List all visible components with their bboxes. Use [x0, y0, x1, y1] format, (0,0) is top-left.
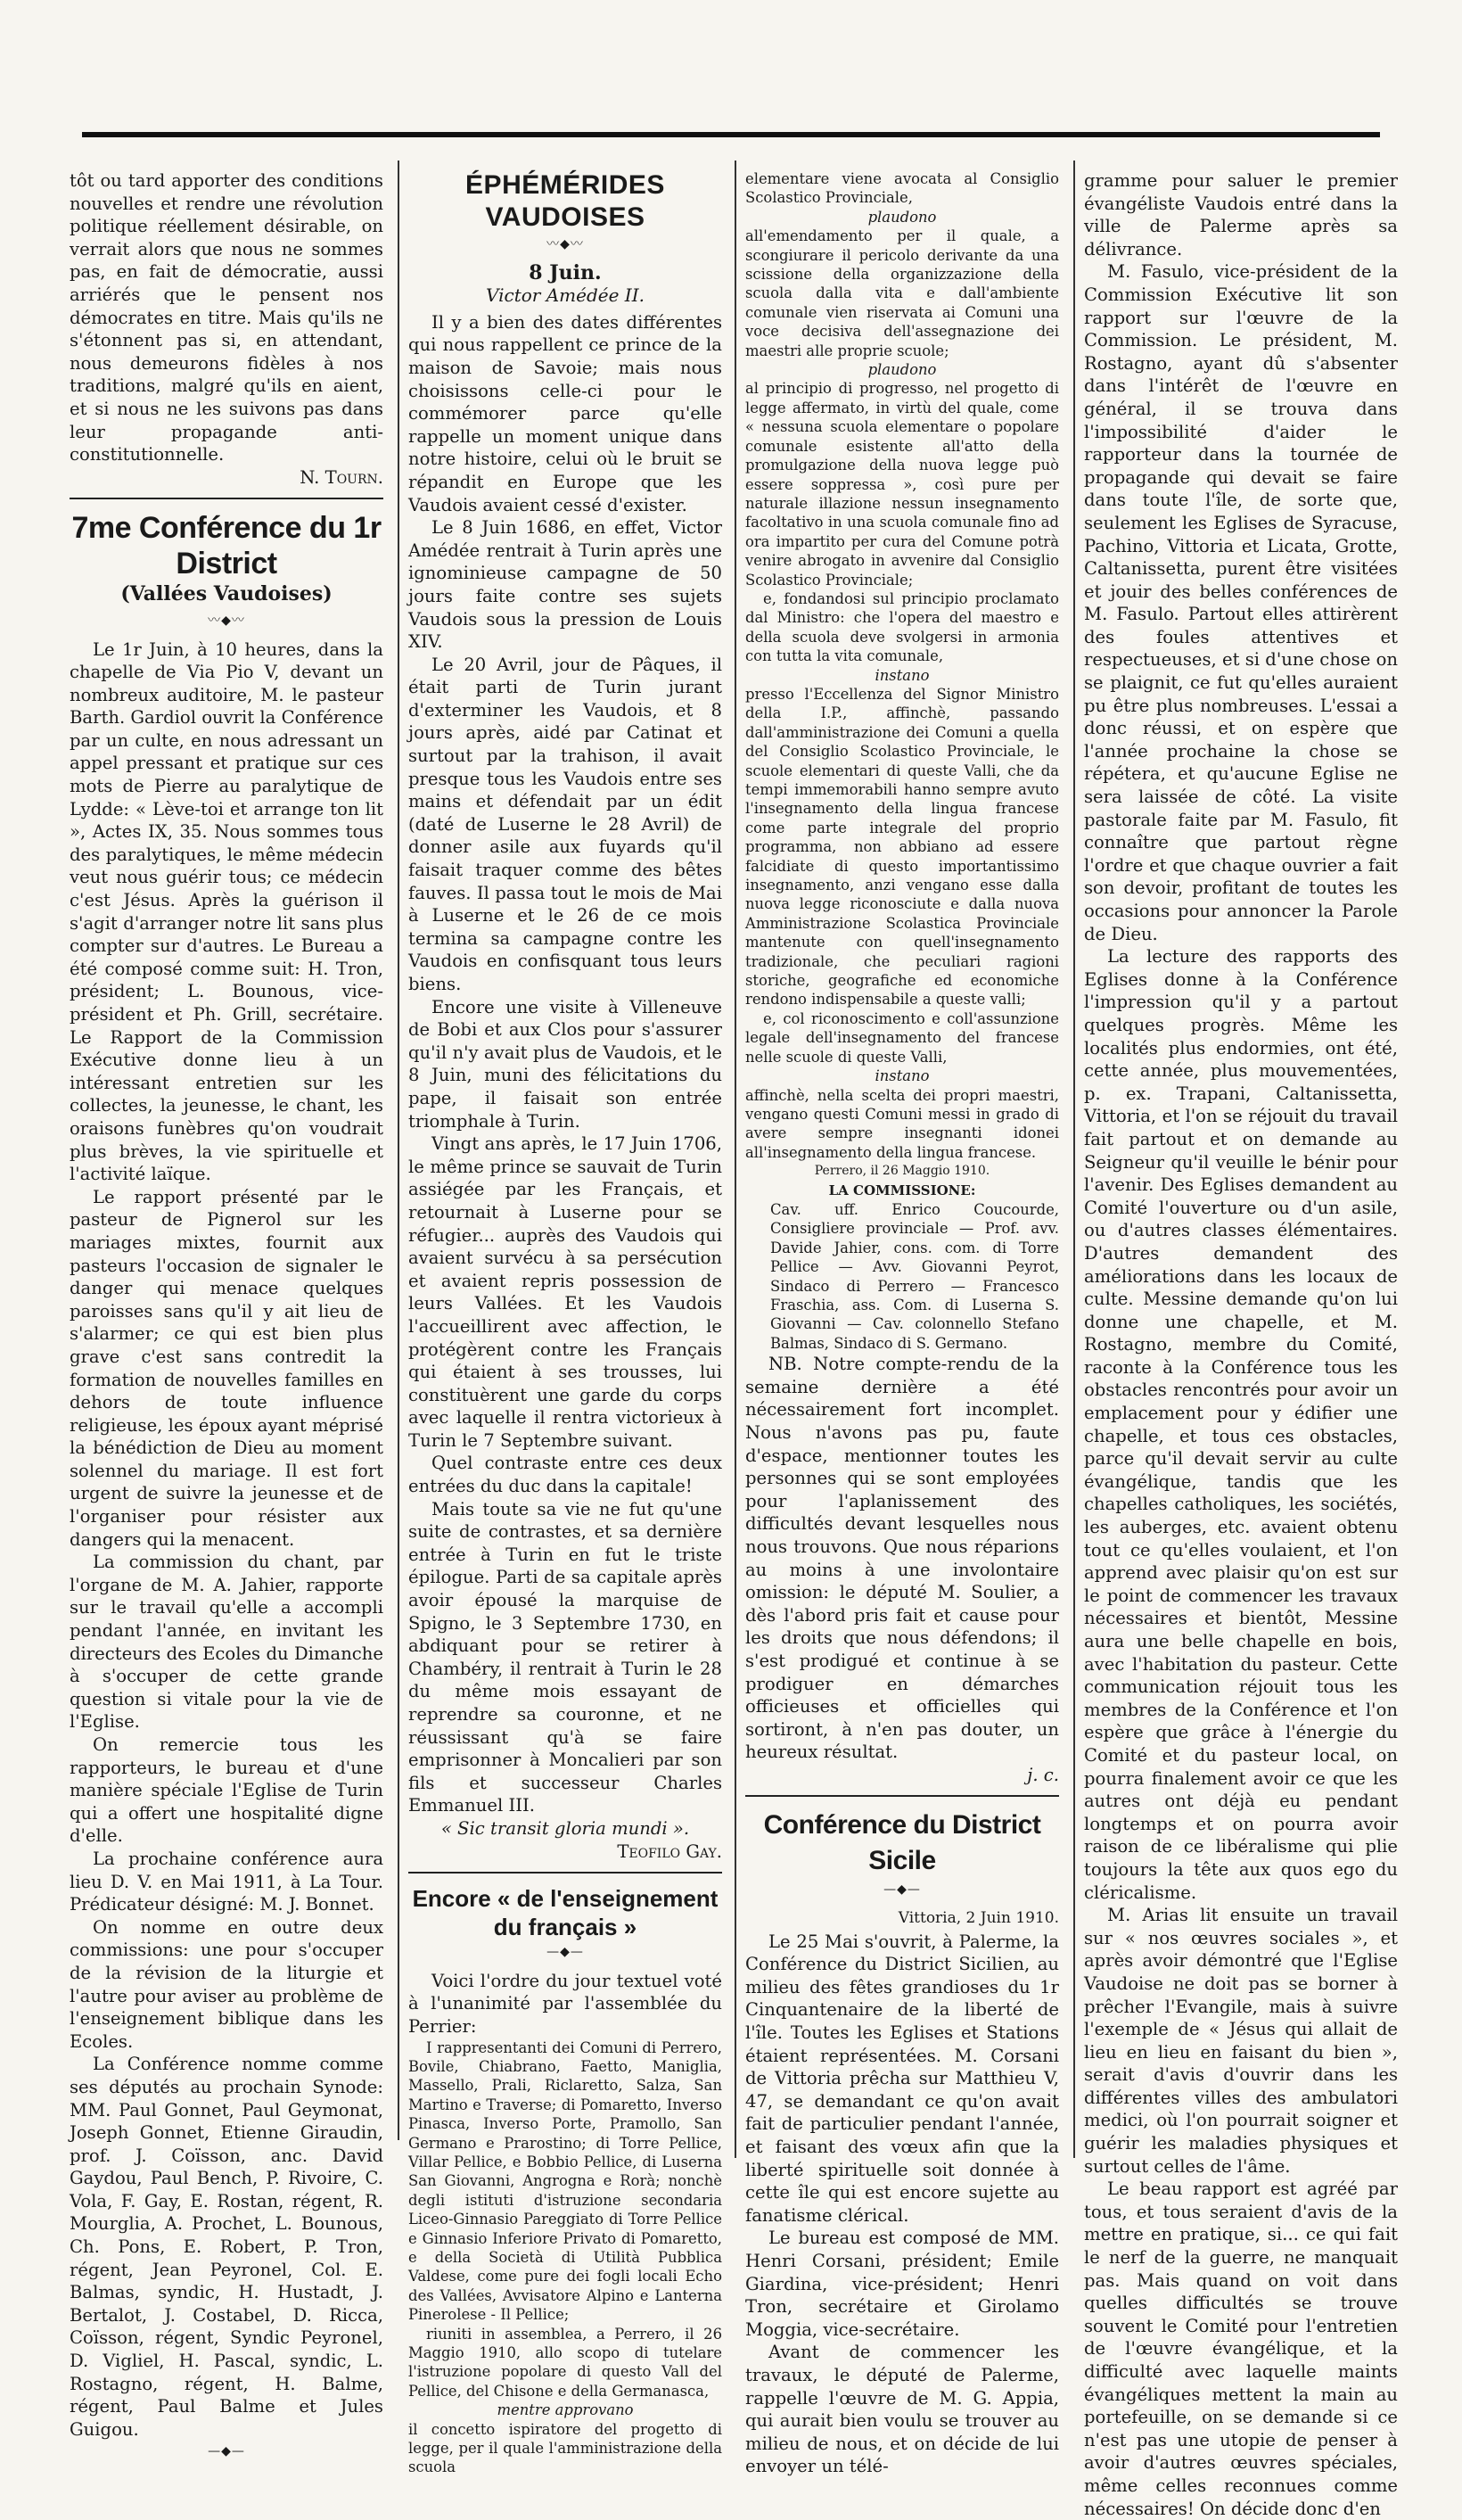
lead-paragraph: tôt ou tard apporter des conditions nouvelles et rendre une révolution politique réellement désirable, on verrait alors que nous ne sommes pas, en fait de démocratie, aussi arriérés que le pensent nos démocrates en titre. Mais qu'ils ne s'étonnent pas si, en attendant, nous demeurons fidèles à nos traditions, malgré qu'ils en aient, et si nous ne les suivons pas dans leur propagande anti-constitutionnelle. [70, 170, 383, 465]
paragraph: Quel contraste entre ces deux entrées du duc dans la capitale! [408, 1453, 722, 1497]
paragraph: Encore une visite à Villeneuve de Bobi et aux Clos pour s'assurer qu'il n'y avait plus de Vaudois, et le 8 Juin, muni des félicitations du pape, il faisait son entrée triomphale à Turin. [408, 996, 722, 1132]
motion-paragraph: e, fondandosi sul principio proclamato dal Ministro: che l'opera del maestro e della scuola deve svolgersi in armonia con tutta la vita comunale, [745, 589, 1059, 665]
motion-date: Perrero, il 26 Maggio 1910. [814, 1164, 990, 1179]
ephemerides-subject: Victor Amédée II. [486, 284, 645, 307]
commission-members [745, 1200, 1059, 1353]
column-2 [408, 169, 722, 2476]
column-divider-3 [1073, 161, 1075, 2158]
motion-verb: plaudono [867, 208, 937, 226]
paragraph: Le bureau est composé de MM. Henri Corsani, président; Emile Giardina, vice-président; Henri Tron, secrétaire et Girolamo Moggia, vice-secrétaire. [745, 2228, 1059, 2340]
paragraph: Le 1r Juin, à 10 heures, dans la chapelle de Via Pio V, devant un nombreux auditoire, M. le pasteur Barth. Gardiol ouvrit la Conférence par un culte, en nous adressant un appel pressant et pratique sur ces mots de Pierre au paralytique de Lydde: « Lève-toi et arrange ton lit », Actes IX, 35. Nous sommes tous des paralytiques, le même médecin veut nous guérir tous; ce médecin c'est Jésus. Après la guérison il s'agit d'arranger notre lit sans plus compter sur d'autres. Le Bureau a été composé comme suit: H. Tron, président; L. Bounous, vice-président et Ph. Grill, secrétaire. Le Rapport de la Commission Exécutive donne lieu à un intéressant entretien sur les collectes, la jeunesse, le chant, les oraisons funèbres qu'on voudrait plus brèves, la vie spirituelle et l'activité laïque. [70, 638, 383, 1185]
paragraph: La Conférence nomme comme ses députés au prochain Synode: MM. Paul Gonnet, Paul Geymonat, Joseph Gonnet, Etienne Giraudin, prof. J. Coïsson, anc. David Gaydou, Paul Bench, P. Rivoire, C. Vola, F. Gay, E. Rostan, régent, R. Mourglia, A. Prochet, L. Bounous, Ch. Pons, E. Robert, P. Tron, régent, Jean Peyronel, Col. E. Balmas, syndic, H. Hustadt, J. Bertalot, J. Costabel, D. Ricca, Coïsson, régent, Syndic Peyronel, D. Vigliel, H. Pascal, syndic, L. Rostagno, régent, H. Balme, régent, Paul Balme et Jules Guigou. [70, 2054, 383, 2440]
column-3 [745, 169, 1059, 2477]
ornament: —◆— [546, 1945, 584, 1960]
paragraph: Vingt ans après, le 17 Juin 1706, le même prince se sauvait de Turin assiégée par les Français, et retournait à Luserne pour se réfugier... auprès des Vaudois qui avaient survécu à sa persécution et avaient repris possession de leurs Vallées. Et les Vaudois l'accueillirent avec affection, le protégèrent contre les Français qui étaient à ses trousses, lui constituèrent une garde du corps avec laquelle il rentra victorieux à Turin le 7 Septembre suivant. [408, 1133, 722, 1451]
divider [745, 1795, 1059, 1797]
paragraph: Voici l'ordre du jour textuel voté à l'unanimité par l'assemblée du Perrier: [408, 1970, 722, 2037]
paragraph: On nomme en outre deux commissions: une pour s'occuper de la révision de la liturgie et l'autre pour aviser au problème de l'enseignement biblique dans les Ecoles. [70, 1916, 383, 2052]
motion-paragraph: riuniti in assemblea, a Perrero, il 26 Maggio 1910, allo scopo di tutelare l'istruzione popolare di questo Vall del Pellice, del Chisone e della Germanasca, [408, 2325, 722, 2400]
divider [408, 1872, 722, 1874]
top-rule [82, 132, 1380, 137]
lead-signature: N. Tourn. [300, 466, 383, 488]
motion-paragraph: al principio di progresso, nel progetto di legge affermato, in virtù del quale, come « nessuna scuola elementare o popolare comunale esistente all'atto della promulgazione della nuova legge può essere soppressa », così pure per naturale illazione nessun insegnamento facoltativo in una scuola comunale fino ad ora impartito per cura del Comune potrà venire abrogato in avvenire dal Consiglio Scolastico Provinciale; [745, 380, 1059, 589]
paragraph: Il y a bien des dates différentes qui nous rappellent ce prince de la maison de Savoie; mais nous choisissons celle-ci pour le commémorer parce qu'elle rappelle un moment unique dans notre histoire, celui où le bruit se répandit en Europe que les Vaudois avaient cessé d'exister. [408, 311, 722, 515]
paragraph: Le 25 Mai s'ouvrit, à Palerme, la Conférence du District Sicilien, au milieu des fêtes grandioses du 1r Cinquantenaire de la liberté de l'île. Toutes les Eglises et Stations étaient représentées. M. Corsani de Vittoria prêcha sur Matthieu V, 47, se demandant ce qu'on avait fait de particulier pendant l'année, et faisant des vœux afin que la liberté spirituelle soit donnée à cette île qui est encore sujette au fanatisme clérical. [745, 1931, 1059, 2226]
sicile-dateline: Vittoria, 2 Juin 1910. [898, 1909, 1059, 1928]
column-1 [70, 169, 383, 2459]
motion-paragraph: all'emendamento per il quale, a scongiurare il pericolo derivante da una scissione della organizzazione della scuola dalla vita e dall'ambiente comunale vien riservata ai Comuni una voce decisiva dell'assegnazione dei maestri alle proprie scuole; [745, 227, 1059, 359]
paragraph: Le 8 Juin 1686, en effet, Victor Amédée rentrait à Turin après une ignominieuse campagne de 50 jours faite contre ses sujets Vaudois sous la pression de Louis XIV. [408, 517, 722, 653]
motion-paragraph: affinchè, nella scelta dei propri maestri, vengano questi Comuni messi in grado di avere sempre insegnanti idonei all'insegnamento della lingua francese. [745, 1086, 1059, 1161]
motion-verb: mentre approvano [497, 2401, 634, 2419]
paragraph: M. Fasulo, vice-président de la Commission Exécutive lit son rapport sur l'œuvre de la Commission. Le président, M. Rostagno, ayant dû s'absenter dans l'intérêt de l'œuvre en général, il se trouva dans l'impossibilité d'aider le rapporteur dans la tournée de propagande qui devait se faire dans toute l'île, de sorte que, seulement les Eglises de Syracuse, Pachino, Vittoria et Licata, Grotte, Caltanissetta, purent être visitées et jouir des belles conférences de M. Fasulo. Partout elles attirèrent des foules attentives et respectueuses, et si d'une chose on se plaignit, ce fut qu'elles auraient pu être plus nombreuses. L'essai a donc réussi, et on espère que l'année prochaine la chose se répétera, et qu'aucune Eglise ne sera laissée de côté. La visite pastorale faite par M. Fasulo, fit connaître que partout règne l'ordre et que chaque ouvrier a fait son devoir, profitant de toutes les occasions pour annoncer la Parole de Dieu. [1084, 261, 1398, 944]
paragraph: La prochaine conférence aura lieu D. V. en Mai 1911, à La Tour. Prédicateur désigné: M. J. Bonnet. [70, 1848, 383, 1915]
nb-paragraph: NB. Notre compte-rendu de la semaine dernière a été nécessairement fort incomplet. Nous n'avons pas pu, faute d'espace, mentionner toutes les personnes qui se sont employées pour l'aplanissement des difficultés devant lesquelles nous nous trouvons. Que nous réparions au moins à une involontaire omission: le député M. Soulier, a dès l'abord pris fait et cause pour les droits que nous défendons; il s'est prodigué et continue à se prodiguer en démarches officieuses et officielles qui sortiront, à n'en pas douter, un heureux résultat. [745, 1354, 1059, 1763]
ornament: 〰◆〰 [208, 613, 245, 628]
commission-list: Cav. uff. Enrico Coucourde, Consigliere provinciale — Prof. avv. Davide Jahier, cons. com. di Torre Pellice — Avv. Giovanni Peyrot, Sindaco di Perrero — Francesco Fraschia, ass. Com. di Luserna S. Giovanni — Cav. colonnello Stefano Balmas, Sindaco di S. Germano. [770, 1200, 1059, 1352]
paragraph: M. Arias lit ensuite un travail sur « nos œuvres sociales », et après avoir démontré que l'Eglise Vaudoise ne doit pas se borner à prêcher l'Evangile, mais à suivre l'exemple de « Jésus qui allait de lieu en lieu en faisant du bien », serait d'avis d'ouvrir dans les différentes villes des ambulatori medici, où l'on pourrait soigner et guérir les maladies physiques et surtout celles de l'âme. [1084, 1905, 1398, 2177]
paragraph: La commission du chant, par l'organe de M. A. Jahier, rapporte sur le travail qu'elle a accompli pendant l'année, en invitant les directeurs des Ecoles du Dimanche à s'occuper de cette grande question si vitale pour la vie de l'Eglise. [70, 1552, 383, 1733]
motion-paragraph: il concetto ispiratore del progetto di legge, per il quale l'amministrazione della scuola [408, 2420, 722, 2476]
motion-verb: instano [875, 1067, 930, 1085]
ornament: —◆— [883, 1882, 921, 1898]
paragraph: Le rapport présenté par le pasteur de Pignerol sur les mariages mixtes, fournit aux pasteurs l'occasion de signaler le danger qui menace quelques paroisses sans qu'il y ait lieu de s'alarmer; ce qui est bien plus grave c'est sans contredit la formation de nouvelles familles en dehors de toute influence religieuse, les époux ayant méprisé la bénédiction de Dieu au moment solennel du mariage. Il est fort urgent de suivre la jeunesse et de l'organiser pour résister aux dangers qui la menacent. [70, 1186, 383, 1550]
ornament: 〰◆〰 [546, 237, 584, 251]
conference-subtitle: (Vallées Vaudoises) [120, 582, 333, 606]
motion-verb: plaudono [867, 361, 937, 379]
ephemerides-date: 8 Juin. [529, 260, 602, 284]
motion-continued [745, 169, 1059, 1353]
paragraph: gramme pour saluer le premier évangéliste Vaudois entré dans la ville de Palerme après sa délivrance. [1084, 170, 1398, 259]
column-divider-2 [735, 161, 736, 2158]
conference-title: 7me Conférence du 1r District [71, 511, 382, 581]
column-4 [1084, 169, 1398, 2519]
ephemerides-title: ÉPHÉMÉRIDES VAUDOISES [465, 170, 665, 232]
motion-paragraph: presso l'Eccellenza del Signor Ministro della I.P., affinchè, passando dall'amministrazione dei Comuni a quella del Consiglio Scolastico Provinciale, le scuole elementari di queste Valli, che da tempi immemorabili hanno sempre avuto l'insegnamento della lingua francese come parte integrale del proprio programma, non abbiano ad essere falcidiate di questo importantissimo insegnamento, anzi vengano esse dalla nuova legge riconosciute e dalla nuova Amministrazione Scolastica Provinciale mantenute con quell'insegnamento tradizionale, che peculiari ragioni storiche, geografiche ed economiche rendono indispensabile a queste valli; [745, 685, 1059, 1009]
motion-text [408, 2038, 722, 2477]
motion-verb: instano [875, 666, 930, 684]
end-ornament: —◆— [208, 2444, 245, 2459]
motion-paragraph: I rappresentanti dei Comuni di Perrero, Bovile, Chiabrano, Faetto, Maniglia, Massello, Prali, Riclaretto, Salza, San Martino e Traverse; di Pomaretto, Inverso Pinasca, Inverso Porte, Pramollo, San Germano e Prarostino; di Torre Pellice, Villar Pellice, e Bobbio Pellice, di Luserna San Giovanni, Angrogna e Rorà; nonchè degli istituti d'istruzione secondaria Liceo-Ginnasio Pareggiato di Torre Pellice e Ginnasio Inferiore Privato di Pomaretto, e della Società di Utilità Pubblica Valdese, come pure dei fogli locali Echo des Vallées, Avvisatore Alpino e Lanterna Pinerolese - Il Pellice; [408, 2038, 722, 2324]
paragraph: On remercie tous les rapporteurs, le bureau et d'une manière spéciale l'Eglise de Turin qui a offert une hospitalité digne d'elle. [70, 1734, 383, 1847]
paragraph: Avant de commencer les travaux, le député de Palerme, rappelle l'œuvre de M. G. Appia, qui aurait bien voulu se trouver au milieu de nous, et on décide de lui envoyer un télé- [745, 2342, 1059, 2477]
commission-title: LA COMMISSIONE: [828, 1182, 976, 1198]
motion-paragraph: e, col riconoscimento e coll'assunzione legale dell'insegnamento del francese nelle scuole di queste Valli, [745, 1009, 1059, 1066]
column-divider-1 [398, 161, 399, 2140]
paragraph: Le beau rapport est agréé par tous, et tous seraient d'avis de la mettre en pratique, si... ce qui fait le nerf de la guerre, ne manquait pas. Mais quand on voit dans quelles difficultés se trouve souvent le Comité pour l'entretien de l'œuvre évangélique, et la difficulté avec laquelle maints évangéliques mettent la main au portefeuille, on se demande si ce n'est pas une utopie de penser à avoir d'autres œuvres spéciales, même celles reconnues comme nécessaires! On décide donc d'en [1084, 2178, 1398, 2519]
sicile-title: Conférence du District Sicile [763, 1810, 1041, 1876]
latin-quote: « Sic transit gloria mundi ». [440, 1817, 690, 1839]
paragraph: Le 20 Avril, jour de Pâques, il était parti de Turin jurant d'exterminer les Vaudois, et 8 jours après, aidé par Catinat et surtout par la trahison, il avait presque tous les Vaudois entre ses mains et défendait par un édit (daté de Luserne le 28 Avril) de donner asile aux fuyards qu'il faisait traquer comme des bêtes fauves. Il passa tout le mois de Mai à Luserne et le 26 de ce mois termina sa campagne contre les Vaudois en confisquant tous leurs biens. [408, 654, 722, 994]
encore-title: Encore « de l'enseignement du français » [412, 1885, 719, 1941]
paragraph: Mais toute sa vie ne fut qu'une suite de contrastes, et sa dernière entrée à Turin en fut le triste épilogue. Parti de sa capitale après avoir épousé la marquise de Spigno, le 3 Septembre 1730, en abdiquant pour se retirer à Chambéry, il rentrait à Turin le 28 du même mois essayant de reprendre sa couronne, et ne réussissant qu'à se faire emprisonner à Moncalieri par son fils et successeur Charles Emmanuel III. [408, 1498, 722, 1816]
ephemerides-signature: Teofilo Gay. [617, 1841, 722, 1862]
paragraph: La lecture des rapports des Eglises donne à la Conférence l'impression qu'il y a partout quelques progrès. Même les localités plus endormies, ont été, cette année, plus mouvementées, p. ex. Trapani, Caltanissetta, Vittoria, et l'on se réjouit du travail fait partout et on demande au Seigneur qu'il veuille le bénir pour l'avenir. Des Eglises demandent au Comité l'ouverture ou d'un asile, ou d'autres classes élémentaires. D'autres demandent des améliorations dans les locaux de culte. Messine demande qu'on lui donne une chapelle, et M. Rostagno, membre du Comité, raconte à la Conférence tous les obstacles rencontrés pour avoir un emplacement pour y édifier une chapelle, et tous ces obstacles, parce qu'il devait servir au culte évangélique, tandis que les chapelles catholiques, les sociétés, les auberges, etc. avaient obtenu tout ce qu'elles voulaient, et l'on apprend avec plaisir qu'on est sur le point de commencer les travaux nécessaires et bientôt, Messine aura une belle chapelle en bois, avec l'habitation du pasteur. Cette communication réjouit tous les membres de la Conférence et l'on espère que grâce à l'énergie du Comité et du pasteur local, on pourra finalement avoir ce que les autres ont déjà eu pendant longtemps et on pourra avoir raison de ce libéralisme qui plie toujours la tête aux quos ego du cléricalisme. [1084, 946, 1398, 1903]
motion-paragraph: elementare viene avocata al Consiglio Scolastico Provinciale, [745, 170, 1059, 207]
divider [70, 498, 383, 499]
nb-signature: j. c. [1027, 1764, 1059, 1785]
